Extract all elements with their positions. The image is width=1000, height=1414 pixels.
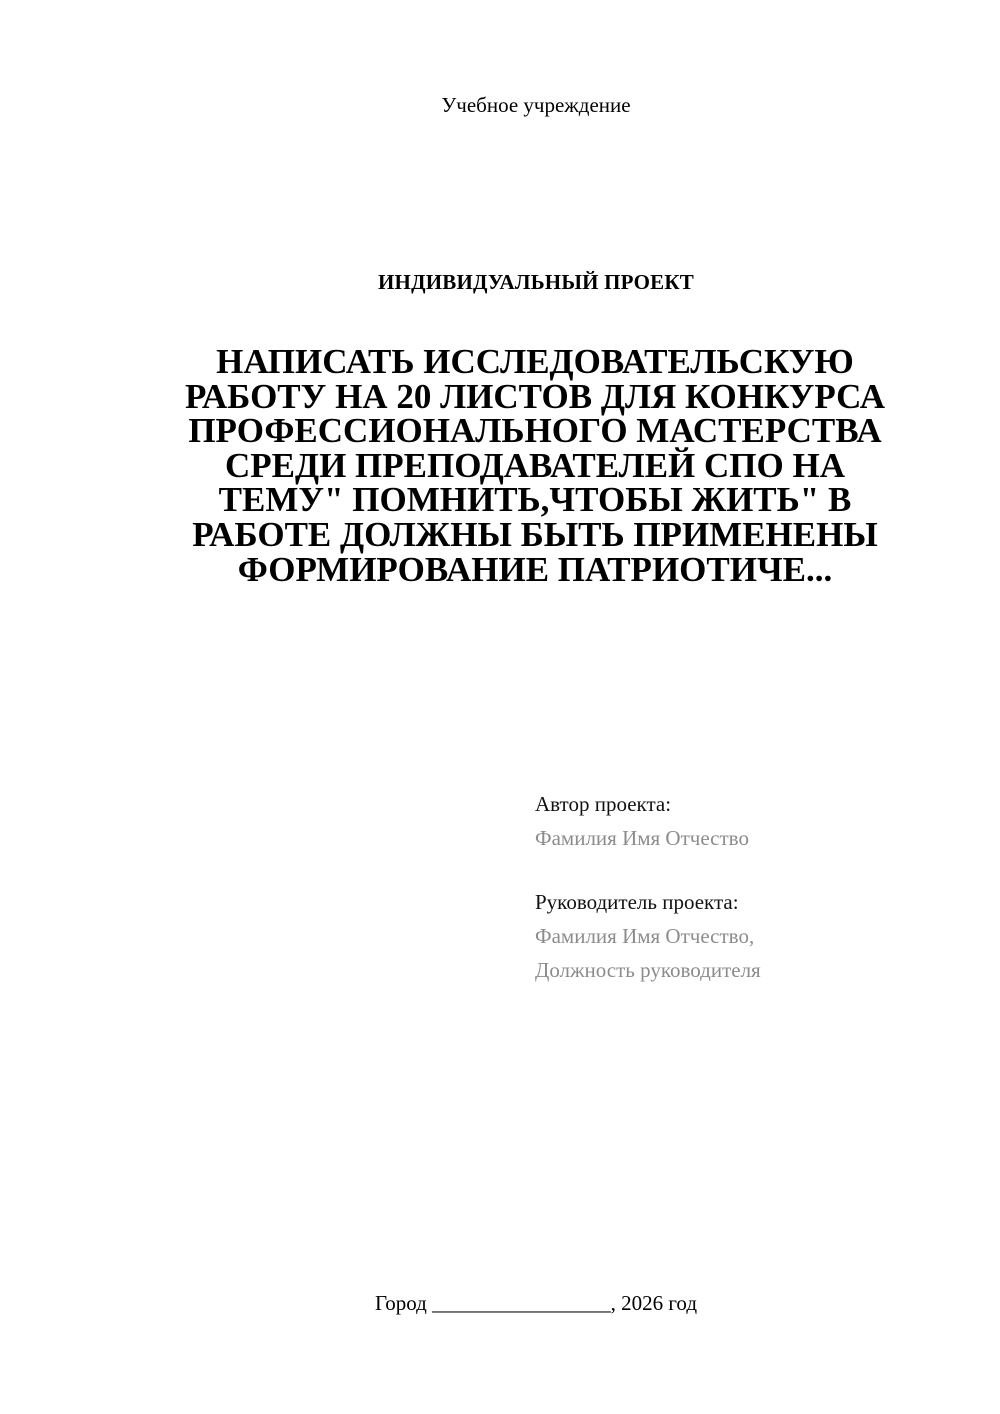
city-year-line: Город _________________, 2026 год: [374, 1291, 698, 1315]
supervisor-label: Руководитель проекта:: [535, 890, 739, 914]
project-title-line: ПРОФЕССИОНАЛЬНОГО МАСТЕРСТВА: [188, 411, 882, 451]
project-title-line: СРЕДИ ПРЕПОДАВАТЕЛЕЙ СПО НА: [224, 445, 845, 485]
project-title: [100, 342, 970, 589]
supervisor-position: Должность руководителя: [535, 958, 761, 982]
project-title-line: ФОРМИРОВАНИЕ ПАТРИОТИЧЕ...: [237, 549, 833, 589]
author-info-block: [535, 787, 975, 987]
project-title-line: НАПИСАТЬ ИССЛЕДОВАТЕЛЬСКУЮ: [216, 342, 854, 381]
project-title-line: РАБОТЕ ДОЛЖНЫ БЫТЬ ПРИМЕНЕНЫ: [192, 514, 878, 554]
project-title-line: ТЕМУ" ПОМНИТЬ,ЧТОБЫ ЖИТЬ" В: [218, 480, 852, 520]
project-title-line: РАБОТУ НА 20 ЛИСТОВ ДЛЯ КОНКУРСА: [185, 376, 885, 416]
author-name: Фамилия Имя Отчество: [535, 826, 749, 850]
author-label: Автор проекта:: [535, 792, 672, 816]
project-type-heading: ИНДИВИДУАЛЬНЫЙ ПРОЕКТ: [378, 270, 694, 294]
institution-name: Учебное учреждение: [441, 93, 631, 117]
supervisor-name: Фамилия Имя Отчество,: [535, 924, 755, 948]
